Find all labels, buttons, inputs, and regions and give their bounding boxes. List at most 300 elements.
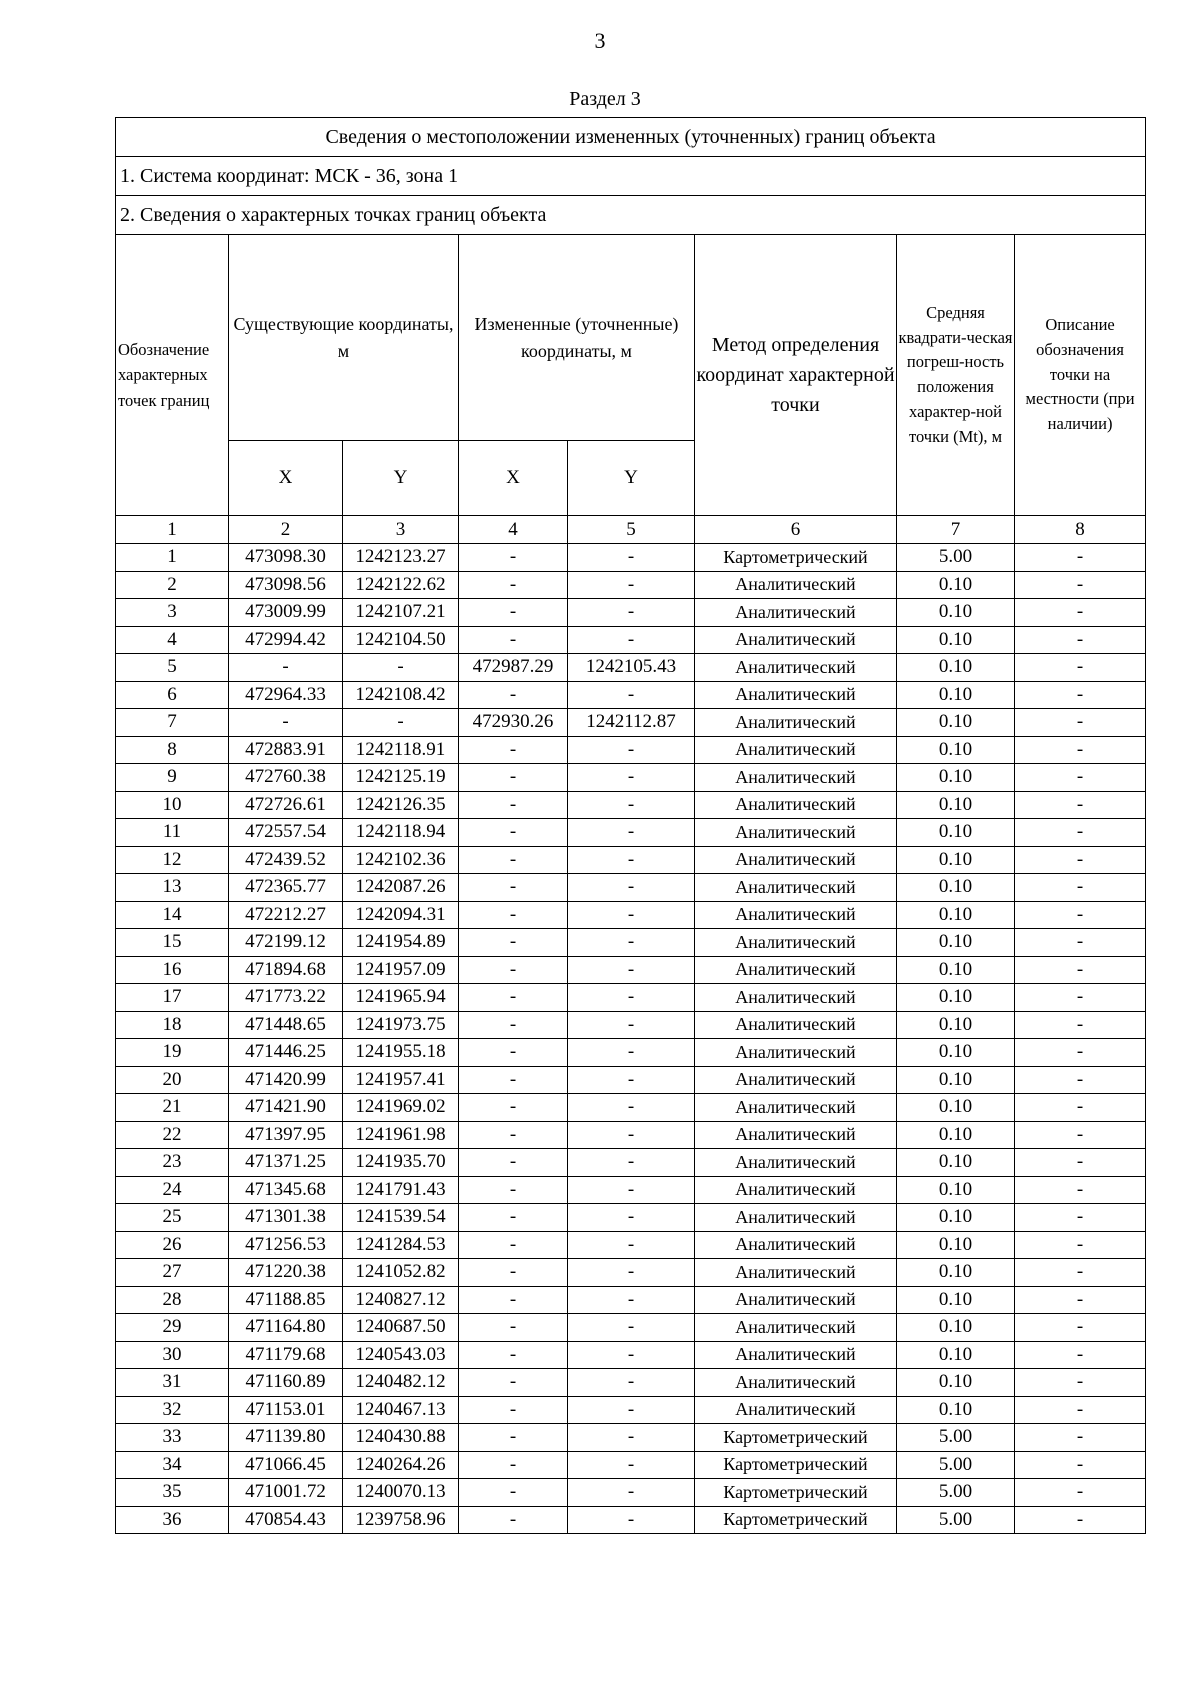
changed-y-cell: - — [568, 1176, 695, 1204]
coordinate-system: 1. Система координат: МСК - 36, зона 1 — [116, 157, 1146, 196]
changed-x-cell: - — [459, 1039, 568, 1067]
changed-x-cell: - — [459, 1066, 568, 1094]
error-cell: 0.10 — [897, 736, 1015, 764]
error-cell: 0.10 — [897, 1204, 1015, 1232]
error-cell: 0.10 — [897, 654, 1015, 682]
header-existing-coordinates: Существующие координаты, м — [229, 235, 459, 441]
existing-x-cell: 470854.43 — [229, 1506, 343, 1534]
description-cell: - — [1015, 764, 1146, 792]
changed-x-cell: - — [459, 681, 568, 709]
description-cell: - — [1015, 1506, 1146, 1534]
table-row — [116, 1231, 1146, 1259]
changed-x-cell: 472930.26 — [459, 709, 568, 737]
method-cell: Аналитический — [695, 1066, 897, 1094]
existing-x-cell: 471066.45 — [229, 1451, 343, 1479]
description-cell: - — [1015, 681, 1146, 709]
description-cell: - — [1015, 654, 1146, 682]
changed-x-cell: 472987.29 — [459, 654, 568, 682]
point-number-cell: 26 — [116, 1231, 229, 1259]
changed-x-cell: - — [459, 1149, 568, 1177]
existing-x-cell: 473098.56 — [229, 571, 343, 599]
existing-x-cell: - — [229, 654, 343, 682]
table-row — [116, 681, 1146, 709]
existing-y-cell: 1242094.31 — [343, 901, 459, 929]
header-existing-y: Y — [343, 441, 459, 516]
existing-x-cell: 471773.22 — [229, 984, 343, 1012]
changed-x-cell: - — [459, 901, 568, 929]
error-cell: 0.10 — [897, 1039, 1015, 1067]
error-cell: 5.00 — [897, 1506, 1015, 1534]
method-cell: Аналитический — [695, 681, 897, 709]
existing-y-cell: 1240430.88 — [343, 1424, 459, 1452]
existing-x-cell: 471420.99 — [229, 1066, 343, 1094]
existing-y-cell: 1241284.53 — [343, 1231, 459, 1259]
method-cell: Аналитический — [695, 764, 897, 792]
error-cell: 0.10 — [897, 571, 1015, 599]
existing-y-cell: 1240264.26 — [343, 1451, 459, 1479]
description-cell: - — [1015, 1094, 1146, 1122]
point-number-cell: 4 — [116, 626, 229, 654]
column-number: 5 — [568, 516, 695, 544]
changed-y-cell: - — [568, 956, 695, 984]
existing-y-cell: 1242104.50 — [343, 626, 459, 654]
existing-x-cell: 471421.90 — [229, 1094, 343, 1122]
table-row — [116, 791, 1146, 819]
changed-y-cell: - — [568, 984, 695, 1012]
method-cell: Картометрический — [695, 544, 897, 572]
existing-y-cell: 1240482.12 — [343, 1369, 459, 1397]
description-cell: - — [1015, 1204, 1146, 1232]
table-row — [116, 544, 1146, 572]
method-cell: Аналитический — [695, 736, 897, 764]
existing-x-cell: 472883.91 — [229, 736, 343, 764]
error-cell: 0.10 — [897, 874, 1015, 902]
changed-y-cell: - — [568, 1341, 695, 1369]
existing-y-cell: 1242118.91 — [343, 736, 459, 764]
error-cell: 0.10 — [897, 1314, 1015, 1342]
column-number: 2 — [229, 516, 343, 544]
description-cell: - — [1015, 1451, 1146, 1479]
error-cell: 0.10 — [897, 1066, 1015, 1094]
point-number-cell: 16 — [116, 956, 229, 984]
point-number-cell: 36 — [116, 1506, 229, 1534]
table-row — [116, 1259, 1146, 1287]
method-cell: Аналитический — [695, 1121, 897, 1149]
changed-x-cell: - — [459, 846, 568, 874]
method-cell: Аналитический — [695, 1286, 897, 1314]
changed-y-cell: - — [568, 626, 695, 654]
header-description: Описание обозначения точки на местности (при наличии) — [1015, 235, 1146, 516]
error-cell: 0.10 — [897, 1176, 1015, 1204]
table-row — [116, 1424, 1146, 1452]
changed-x-cell: - — [459, 1506, 568, 1534]
error-cell: 0.10 — [897, 1341, 1015, 1369]
existing-x-cell: 471256.53 — [229, 1231, 343, 1259]
changed-x-cell: - — [459, 1231, 568, 1259]
existing-x-cell: 472439.52 — [229, 846, 343, 874]
changed-y-cell: - — [568, 1314, 695, 1342]
point-number-cell: 28 — [116, 1286, 229, 1314]
existing-x-cell: 472212.27 — [229, 901, 343, 929]
changed-y-cell: - — [568, 544, 695, 572]
page-number: 3 — [594, 28, 606, 53]
changed-x-cell: - — [459, 819, 568, 847]
changed-y-cell: - — [568, 1369, 695, 1397]
table-title: Сведения о местоположении измененных (уточненных) границ объекта — [116, 118, 1146, 157]
changed-x-cell: - — [459, 1341, 568, 1369]
description-cell: - — [1015, 1396, 1146, 1424]
description-cell: - — [1015, 1286, 1146, 1314]
existing-y-cell: 1242102.36 — [343, 846, 459, 874]
description-cell: - — [1015, 1479, 1146, 1507]
error-cell: 0.10 — [897, 709, 1015, 737]
table-row — [116, 1286, 1146, 1314]
description-cell: - — [1015, 1039, 1146, 1067]
method-cell: Аналитический — [695, 1176, 897, 1204]
point-number-cell: 27 — [116, 1259, 229, 1287]
existing-x-cell: 472994.42 — [229, 626, 343, 654]
header-existing-x: X — [229, 441, 343, 516]
existing-y-cell: 1240467.13 — [343, 1396, 459, 1424]
changed-y-cell: - — [568, 1149, 695, 1177]
points-heading: 2. Сведения о характерных точках границ объекта — [116, 196, 1146, 235]
changed-x-cell: - — [459, 791, 568, 819]
changed-y-cell: - — [568, 1121, 695, 1149]
changed-y-cell: - — [568, 1011, 695, 1039]
method-cell: Аналитический — [695, 874, 897, 902]
description-cell: - — [1015, 791, 1146, 819]
changed-x-cell: - — [459, 1204, 568, 1232]
existing-y-cell: 1241957.41 — [343, 1066, 459, 1094]
changed-x-cell: - — [459, 929, 568, 957]
method-cell: Аналитический — [695, 1341, 897, 1369]
method-cell: Аналитический — [695, 984, 897, 1012]
existing-y-cell: 1242123.27 — [343, 544, 459, 572]
table-row — [116, 929, 1146, 957]
description-cell: - — [1015, 1149, 1146, 1177]
method-cell: Аналитический — [695, 654, 897, 682]
point-number-cell: 15 — [116, 929, 229, 957]
changed-x-cell: - — [459, 1451, 568, 1479]
changed-x-cell: - — [459, 571, 568, 599]
error-cell: 0.10 — [897, 1094, 1015, 1122]
changed-x-cell: - — [459, 1314, 568, 1342]
method-cell: Аналитический — [695, 791, 897, 819]
error-cell: 0.10 — [897, 599, 1015, 627]
description-cell: - — [1015, 1011, 1146, 1039]
existing-y-cell: 1239758.96 — [343, 1506, 459, 1534]
changed-x-cell: - — [459, 874, 568, 902]
existing-x-cell: 472964.33 — [229, 681, 343, 709]
existing-y-cell: 1240070.13 — [343, 1479, 459, 1507]
table-row — [116, 736, 1146, 764]
table-row — [116, 819, 1146, 847]
existing-x-cell: 472199.12 — [229, 929, 343, 957]
changed-x-cell: - — [459, 1369, 568, 1397]
point-number-cell: 31 — [116, 1369, 229, 1397]
point-number-cell: 22 — [116, 1121, 229, 1149]
existing-x-cell: 471188.85 — [229, 1286, 343, 1314]
description-cell: - — [1015, 874, 1146, 902]
existing-x-cell: 471153.01 — [229, 1396, 343, 1424]
table-row — [116, 1176, 1146, 1204]
existing-y-cell: 1242118.94 — [343, 819, 459, 847]
changed-y-cell: - — [568, 874, 695, 902]
point-number-cell: 17 — [116, 984, 229, 1012]
changed-y-cell: - — [568, 599, 695, 627]
existing-y-cell: - — [343, 709, 459, 737]
existing-x-cell: 472760.38 — [229, 764, 343, 792]
changed-x-cell: - — [459, 736, 568, 764]
existing-x-cell: 471139.80 — [229, 1424, 343, 1452]
point-number-cell: 24 — [116, 1176, 229, 1204]
header-method: Метод определения координат характерной точки — [695, 235, 897, 516]
error-cell: 0.10 — [897, 764, 1015, 792]
existing-x-cell: 473009.99 — [229, 599, 343, 627]
error-cell: 0.10 — [897, 1149, 1015, 1177]
table-row — [116, 984, 1146, 1012]
point-number-cell: 18 — [116, 1011, 229, 1039]
column-number: 8 — [1015, 516, 1146, 544]
changed-y-cell: - — [568, 764, 695, 792]
existing-y-cell: 1241791.43 — [343, 1176, 459, 1204]
column-number: 3 — [343, 516, 459, 544]
section-title — [0, 88, 1200, 111]
description-cell: - — [1015, 956, 1146, 984]
existing-x-cell: 471446.25 — [229, 1039, 343, 1067]
method-cell: Аналитический — [695, 599, 897, 627]
method-cell: Аналитический — [695, 1369, 897, 1397]
error-cell: 0.10 — [897, 846, 1015, 874]
description-cell: - — [1015, 929, 1146, 957]
description-cell: - — [1015, 599, 1146, 627]
existing-y-cell: 1241052.82 — [343, 1259, 459, 1287]
changed-x-cell: - — [459, 1424, 568, 1452]
existing-y-cell: 1242122.62 — [343, 571, 459, 599]
changed-y-cell: - — [568, 1286, 695, 1314]
existing-x-cell: 472365.77 — [229, 874, 343, 902]
description-cell: - — [1015, 1369, 1146, 1397]
method-cell: Аналитический — [695, 1149, 897, 1177]
description-cell: - — [1015, 846, 1146, 874]
description-cell: - — [1015, 1176, 1146, 1204]
point-number-cell: 29 — [116, 1314, 229, 1342]
point-number-cell: 32 — [116, 1396, 229, 1424]
table-row — [116, 1121, 1146, 1149]
table-row — [116, 956, 1146, 984]
error-cell: 5.00 — [897, 1451, 1015, 1479]
error-cell: 0.10 — [897, 626, 1015, 654]
existing-y-cell: 1240687.50 — [343, 1314, 459, 1342]
section-label: Раздел 3 — [569, 88, 641, 110]
changed-x-cell: - — [459, 1121, 568, 1149]
description-cell: - — [1015, 709, 1146, 737]
changed-y-cell: - — [568, 1204, 695, 1232]
table-row — [116, 654, 1146, 682]
existing-x-cell: 471001.72 — [229, 1479, 343, 1507]
description-cell: - — [1015, 1066, 1146, 1094]
point-number-cell: 7 — [116, 709, 229, 737]
existing-y-cell: 1240543.03 — [343, 1341, 459, 1369]
existing-x-cell: 471371.25 — [229, 1149, 343, 1177]
table-row — [116, 599, 1146, 627]
description-cell: - — [1015, 626, 1146, 654]
existing-y-cell: 1241957.09 — [343, 956, 459, 984]
column-number: 6 — [695, 516, 897, 544]
method-cell: Аналитический — [695, 1259, 897, 1287]
changed-y-cell: - — [568, 1451, 695, 1479]
changed-y-cell: - — [568, 929, 695, 957]
point-number-cell: 30 — [116, 1341, 229, 1369]
changed-y-cell: - — [568, 1231, 695, 1259]
existing-x-cell: 472726.61 — [229, 791, 343, 819]
table-row — [116, 1011, 1146, 1039]
header-changed-y: Y — [568, 441, 695, 516]
existing-x-cell: 473098.30 — [229, 544, 343, 572]
error-cell: 0.10 — [897, 1231, 1015, 1259]
method-cell: Аналитический — [695, 819, 897, 847]
existing-y-cell: - — [343, 654, 459, 682]
point-number-cell: 3 — [116, 599, 229, 627]
table-row — [116, 1369, 1146, 1397]
description-cell: - — [1015, 1424, 1146, 1452]
table-row — [116, 1479, 1146, 1507]
existing-y-cell: 1241935.70 — [343, 1149, 459, 1177]
existing-y-cell: 1241961.98 — [343, 1121, 459, 1149]
point-number-cell: 8 — [116, 736, 229, 764]
method-cell: Аналитический — [695, 929, 897, 957]
changed-y-cell: - — [568, 819, 695, 847]
error-cell: 0.10 — [897, 1259, 1015, 1287]
error-cell: 0.10 — [897, 1011, 1015, 1039]
description-cell: - — [1015, 1259, 1146, 1287]
method-cell: Аналитический — [695, 1011, 897, 1039]
point-number-cell: 10 — [116, 791, 229, 819]
method-cell: Аналитический — [695, 571, 897, 599]
existing-x-cell: 471179.68 — [229, 1341, 343, 1369]
point-number-cell: 11 — [116, 819, 229, 847]
description-cell: - — [1015, 736, 1146, 764]
error-cell: 5.00 — [897, 1424, 1015, 1452]
method-cell: Картометрический — [695, 1479, 897, 1507]
header-changed-x: X — [459, 441, 568, 516]
description-cell: - — [1015, 901, 1146, 929]
description-cell: - — [1015, 1121, 1146, 1149]
error-cell: 0.10 — [897, 791, 1015, 819]
error-cell: 5.00 — [897, 544, 1015, 572]
changed-y-cell: - — [568, 791, 695, 819]
existing-y-cell: 1242107.21 — [343, 599, 459, 627]
error-cell: 0.10 — [897, 984, 1015, 1012]
point-number-cell: 34 — [116, 1451, 229, 1479]
existing-x-cell: 471160.89 — [229, 1369, 343, 1397]
header-designation: Обозначение характерных точек границ — [116, 235, 229, 516]
error-cell: 0.10 — [897, 1121, 1015, 1149]
changed-y-cell: - — [568, 1396, 695, 1424]
changed-x-cell: - — [459, 984, 568, 1012]
changed-y-cell: - — [568, 1506, 695, 1534]
column-number: 4 — [459, 516, 568, 544]
description-cell: - — [1015, 819, 1146, 847]
changed-y-cell: - — [568, 1424, 695, 1452]
point-number-cell: 19 — [116, 1039, 229, 1067]
description-cell: - — [1015, 984, 1146, 1012]
description-cell: - — [1015, 571, 1146, 599]
existing-y-cell: 1241965.94 — [343, 984, 459, 1012]
point-number-cell: 35 — [116, 1479, 229, 1507]
point-number-cell: 12 — [116, 846, 229, 874]
method-cell: Аналитический — [695, 1314, 897, 1342]
changed-x-cell: - — [459, 544, 568, 572]
changed-y-cell: - — [568, 901, 695, 929]
method-cell: Аналитический — [695, 901, 897, 929]
existing-x-cell: 471397.95 — [229, 1121, 343, 1149]
point-number-cell: 6 — [116, 681, 229, 709]
error-cell: 0.10 — [897, 901, 1015, 929]
column-number: 7 — [897, 516, 1015, 544]
column-number: 1 — [116, 516, 229, 544]
error-cell: 0.10 — [897, 929, 1015, 957]
changed-y-cell: - — [568, 681, 695, 709]
error-cell: 0.10 — [897, 681, 1015, 709]
changed-y-cell: - — [568, 1259, 695, 1287]
table-row — [116, 1341, 1146, 1369]
point-number-cell: 21 — [116, 1094, 229, 1122]
method-cell: Аналитический — [695, 1396, 897, 1424]
point-number-cell: 23 — [116, 1149, 229, 1177]
table-row — [116, 709, 1146, 737]
changed-x-cell: - — [459, 1286, 568, 1314]
boundary-points-table — [115, 117, 1146, 1534]
table-row — [116, 1039, 1146, 1067]
existing-y-cell: 1240827.12 — [343, 1286, 459, 1314]
changed-y-cell: - — [568, 1094, 695, 1122]
table-row — [116, 901, 1146, 929]
error-cell: 5.00 — [897, 1479, 1015, 1507]
error-cell: 0.10 — [897, 1369, 1015, 1397]
changed-y-cell: - — [568, 571, 695, 599]
table-row — [116, 571, 1146, 599]
changed-x-cell: - — [459, 1176, 568, 1204]
changed-y-cell: - — [568, 1479, 695, 1507]
existing-x-cell: 471220.38 — [229, 1259, 343, 1287]
method-cell: Аналитический — [695, 1231, 897, 1259]
changed-x-cell: - — [459, 1094, 568, 1122]
existing-x-cell: 471345.68 — [229, 1176, 343, 1204]
point-number-cell: 14 — [116, 901, 229, 929]
existing-y-cell: 1241954.89 — [343, 929, 459, 957]
changed-y-cell: - — [568, 1039, 695, 1067]
existing-y-cell: 1241539.54 — [343, 1204, 459, 1232]
description-cell: - — [1015, 1341, 1146, 1369]
changed-x-cell: - — [459, 1479, 568, 1507]
point-number-cell: 20 — [116, 1066, 229, 1094]
point-number-cell: 1 — [116, 544, 229, 572]
existing-y-cell: 1242087.26 — [343, 874, 459, 902]
error-cell: 0.10 — [897, 1286, 1015, 1314]
existing-y-cell: 1241969.02 — [343, 1094, 459, 1122]
point-number-cell: 13 — [116, 874, 229, 902]
changed-y-cell: - — [568, 736, 695, 764]
error-cell: 0.10 — [897, 956, 1015, 984]
description-cell: - — [1015, 544, 1146, 572]
table-row — [116, 1094, 1146, 1122]
column-numbers-row — [116, 516, 1146, 544]
table-row — [116, 1204, 1146, 1232]
changed-x-cell: - — [459, 626, 568, 654]
changed-x-cell: - — [459, 1396, 568, 1424]
point-number-cell: 5 — [116, 654, 229, 682]
